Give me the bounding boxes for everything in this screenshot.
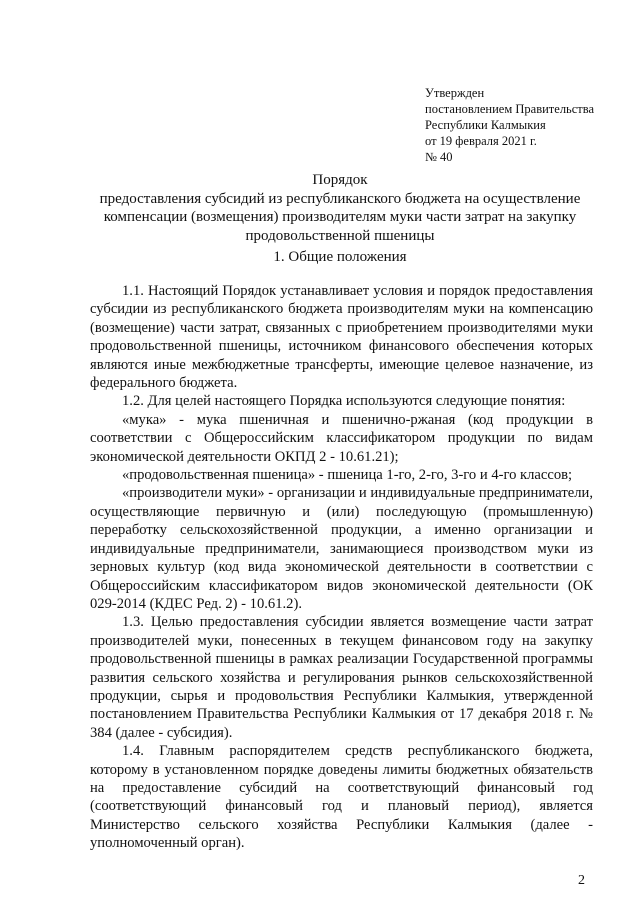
- approval-number: № 40: [425, 150, 453, 164]
- definition-flour: «мука» - мука пшеничная и пшенично-ржаная (код продукции в соответствии с Общероссийским классификатором продукции по видам экономической деятельности ОКПД 2 - 10.61.21);: [90, 411, 593, 465]
- title-line: продовольственной пшеницы: [245, 227, 435, 244]
- definition-producers: «производители муки» - организации и индивидуальные предприниматели, осуществляющие первичную и (или) последующую (промышленную) переработку сельскохозяйственной продукции, а именно организации и индивидуальные предприниматели, занимающиеся производством муки из зерновых культур (код вида экономической деятельности в соответствии с Общероссийским классификатором видов экономической деятельности (ОК 029-2014 (КДЕС Ред. 2) - 10.61.2).: [90, 485, 593, 612]
- title-heading: Порядок: [312, 172, 368, 188]
- document-title: [90, 171, 590, 245]
- approval-line: Утвержден: [425, 86, 485, 100]
- paragraph-1-1: 1.1. Настоящий Порядок устанавливает условия и порядок предоставления субсидии из республиканского бюджета производителям муки на компенсацию (возмещение) части затрат, связанных с приобретением производителями муки продовольственной пшеницы, источником финансового обеспечения которых являются иные межбюджетные трансферты, имеющие целевое назначение, из федерального бюджета.: [90, 283, 593, 392]
- definition-wheat: «продовольственная пшеница» - пшеница 1-го, 2-го, 3-го и 4-го классов;: [122, 467, 573, 484]
- approval-date: от 19 февраля 2021 г.: [425, 134, 537, 148]
- approval-line: Республики Калмыкия: [425, 118, 546, 132]
- paragraph-1-2: 1.2. Для целей настоящего Порядка используются следующие понятия:: [122, 393, 566, 410]
- paragraph-1-3: 1.3. Целью предоставления субсидии является возмещение части затрат производителей муки, понесенных в текущем финансовом году на закупку продовольственной пшеницы в рамках реализации Государственной программы развития сельского хозяйства и регулирования рынков сельскохозяйственной продукции, сырья и продовольствия Республики Калмыкия, утвержденной постановлением Правительства Республики Калмыкия от 17 декабря 2018 г. № 384 (далее - субсидия).: [90, 614, 593, 741]
- title-line: компенсации (возмещения) производителям муки части затрат на закупку: [103, 209, 577, 225]
- section-title: 1. Общие положения: [273, 249, 407, 265]
- title-line: предоставления субсидий из республиканского бюджета на осуществление: [99, 190, 581, 207]
- approval-stamp: [425, 85, 630, 165]
- paragraph-1-4: 1.4. Главным распорядителем средств республиканского бюджета, которому в установленном порядке доведены лимиты бюджетных обязательств на предоставление субсидий на соответствующий финансовый год (соответствующий финансовый год и плановый период), является Министерство сельского хозяйства Республики Калмыкия (далее - уполномоченный орган).: [90, 743, 593, 852]
- page-number: 2: [578, 873, 585, 888]
- approval-line: постановлением Правительства: [425, 102, 595, 116]
- document-body: [90, 282, 593, 853]
